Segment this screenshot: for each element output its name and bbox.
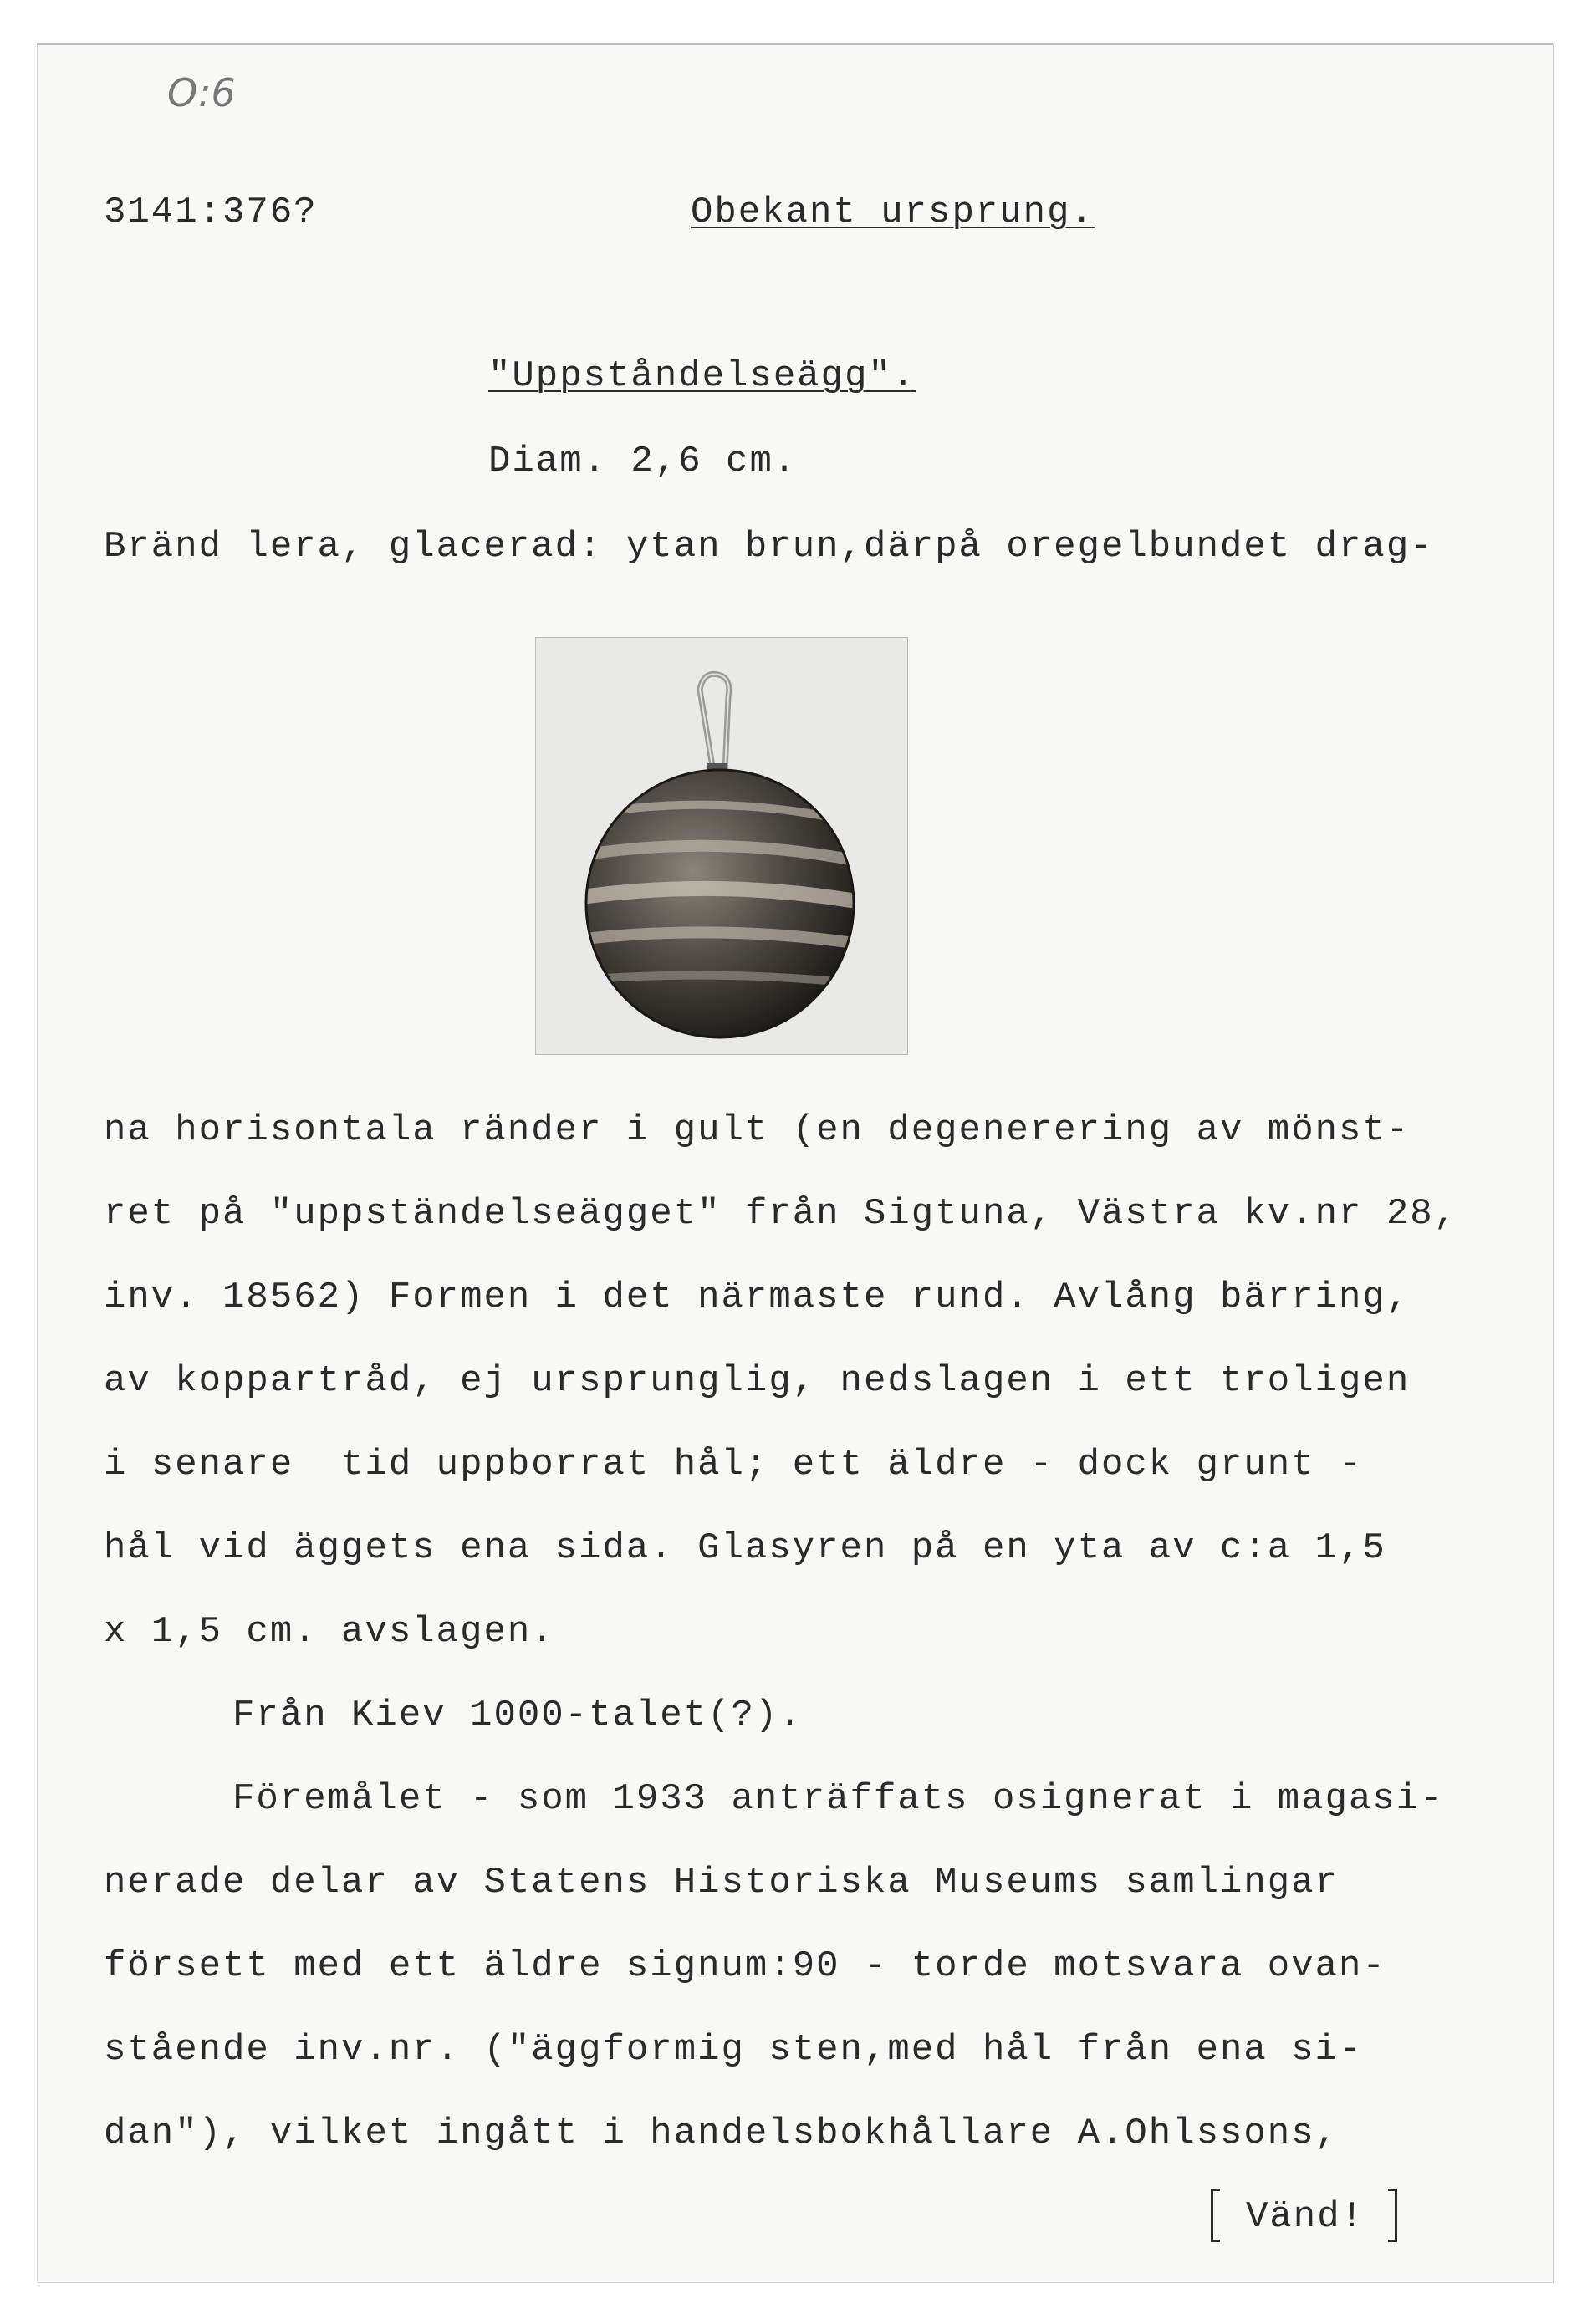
origin-heading: Obekant ursprung. <box>691 191 1095 233</box>
description-line: Bränd lera, glacerad: ytan brun,därpå oregelbundet drag- <box>104 526 1434 568</box>
description-line: inv. 18562) Formen i det närmaste rund. Avlång bärring, <box>104 1277 1411 1318</box>
description-line: av koppartråd, ej ursprunglig, nedslagen i ett troligen <box>104 1360 1411 1402</box>
description-line: ret på "uppständelseägget" från Sigtuna, Västra kv.nr 28, <box>104 1193 1458 1235</box>
right-bracket <box>1388 2189 1397 2242</box>
object-title: "Uppståndelseägg". <box>488 355 916 397</box>
left-bracket <box>1211 2189 1220 2242</box>
object-diameter: Diam. 2,6 cm. <box>488 441 798 482</box>
description-line: hål vid äggets ena sida. Glasyren på en yta av c:a 1,5 <box>104 1527 1386 1569</box>
description-line: Från Kiev 1000-talet(?). <box>232 1695 803 1736</box>
egg-pendant-icon <box>536 638 907 1054</box>
description-line: i senare tid uppborrat hål; ett äldre - dock grunt - <box>104 1444 1363 1486</box>
handwritten-reference: O:6 <box>167 70 236 115</box>
description-line: nerade delar av Statens Historiska Museums samlingar <box>104 1862 1340 1904</box>
description-line: Föremålet - som 1933 anträffats osignerat i magasi- <box>232 1778 1444 1820</box>
inventory-number: 3141:376? <box>104 191 318 233</box>
turn-over-note: Vänd! <box>1246 2196 1365 2238</box>
description-line: försett med ett äldre signum:90 - torde motsvara ovan- <box>104 1945 1386 1987</box>
description-line: x 1,5 cm. avslagen. <box>104 1611 555 1653</box>
object-photo <box>535 637 908 1055</box>
description-line: na horisontala ränder i gult (en degenerering av mönst- <box>104 1109 1411 1151</box>
description-line: dan"), vilket ingått i handelsbokhållare A.Ohlssons, <box>104 2112 1340 2154</box>
description-line: stående inv.nr. ("äggformig sten,med hål från ena si- <box>104 2029 1363 2071</box>
